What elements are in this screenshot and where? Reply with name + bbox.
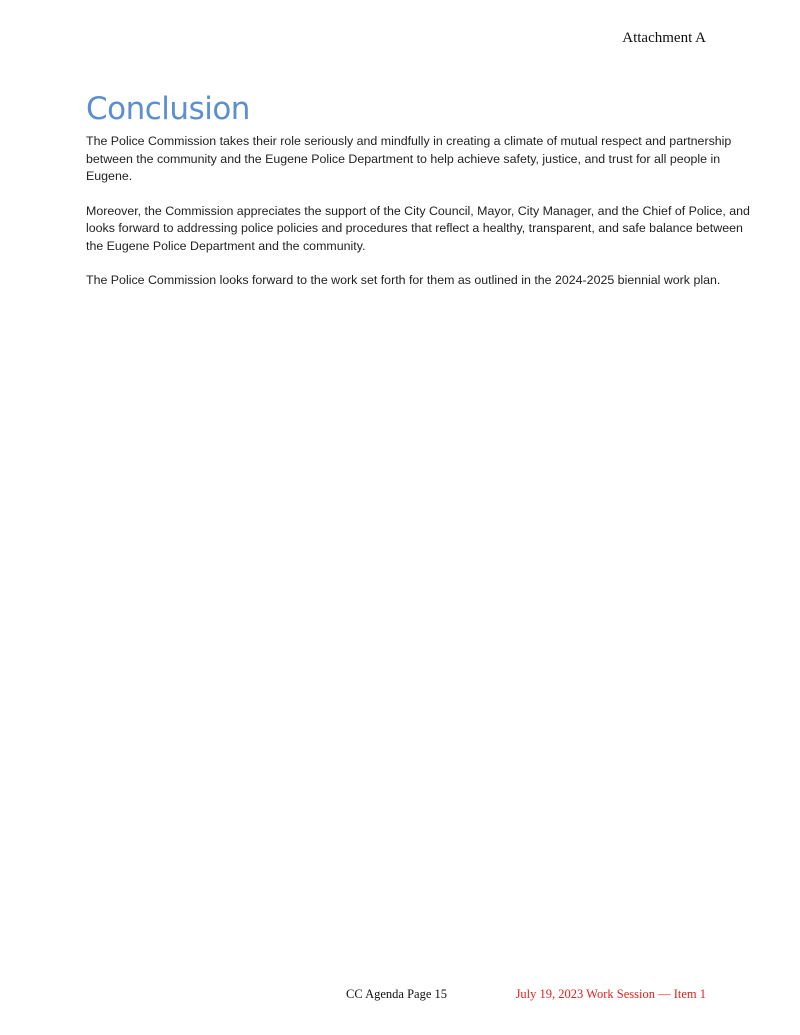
attachment-label: Attachment A xyxy=(622,30,706,46)
section-heading: Conclusion xyxy=(86,91,250,127)
body-text xyxy=(86,133,750,307)
paragraph-2: Moreover, the Commission appreciates the support of the City Council, Mayor, City Manager, and the Chief of Police, and looks forward to addressing police policies and procedures that reflect a healthy, transparent, and safe balance between the Eugene Police Department and the community. xyxy=(86,203,750,253)
page-footer xyxy=(0,987,800,1007)
paragraph-3: The Police Commission looks forward to the work set forth for them as outlined in the 2024-2025 biennial work plan. xyxy=(86,273,721,287)
work-session-label: July 19, 2023 Work Session — Item 1 xyxy=(515,987,706,1001)
agenda-page-label: CC Agenda Page 15 xyxy=(346,987,448,1001)
paragraph-1: The Police Commission takes their role seriously and mindfully in creating a climate of mutual respect and partnership between the community and the Eugene Police Department to help achieve safety, justice, and trust for all people in Eugene. xyxy=(86,134,732,183)
